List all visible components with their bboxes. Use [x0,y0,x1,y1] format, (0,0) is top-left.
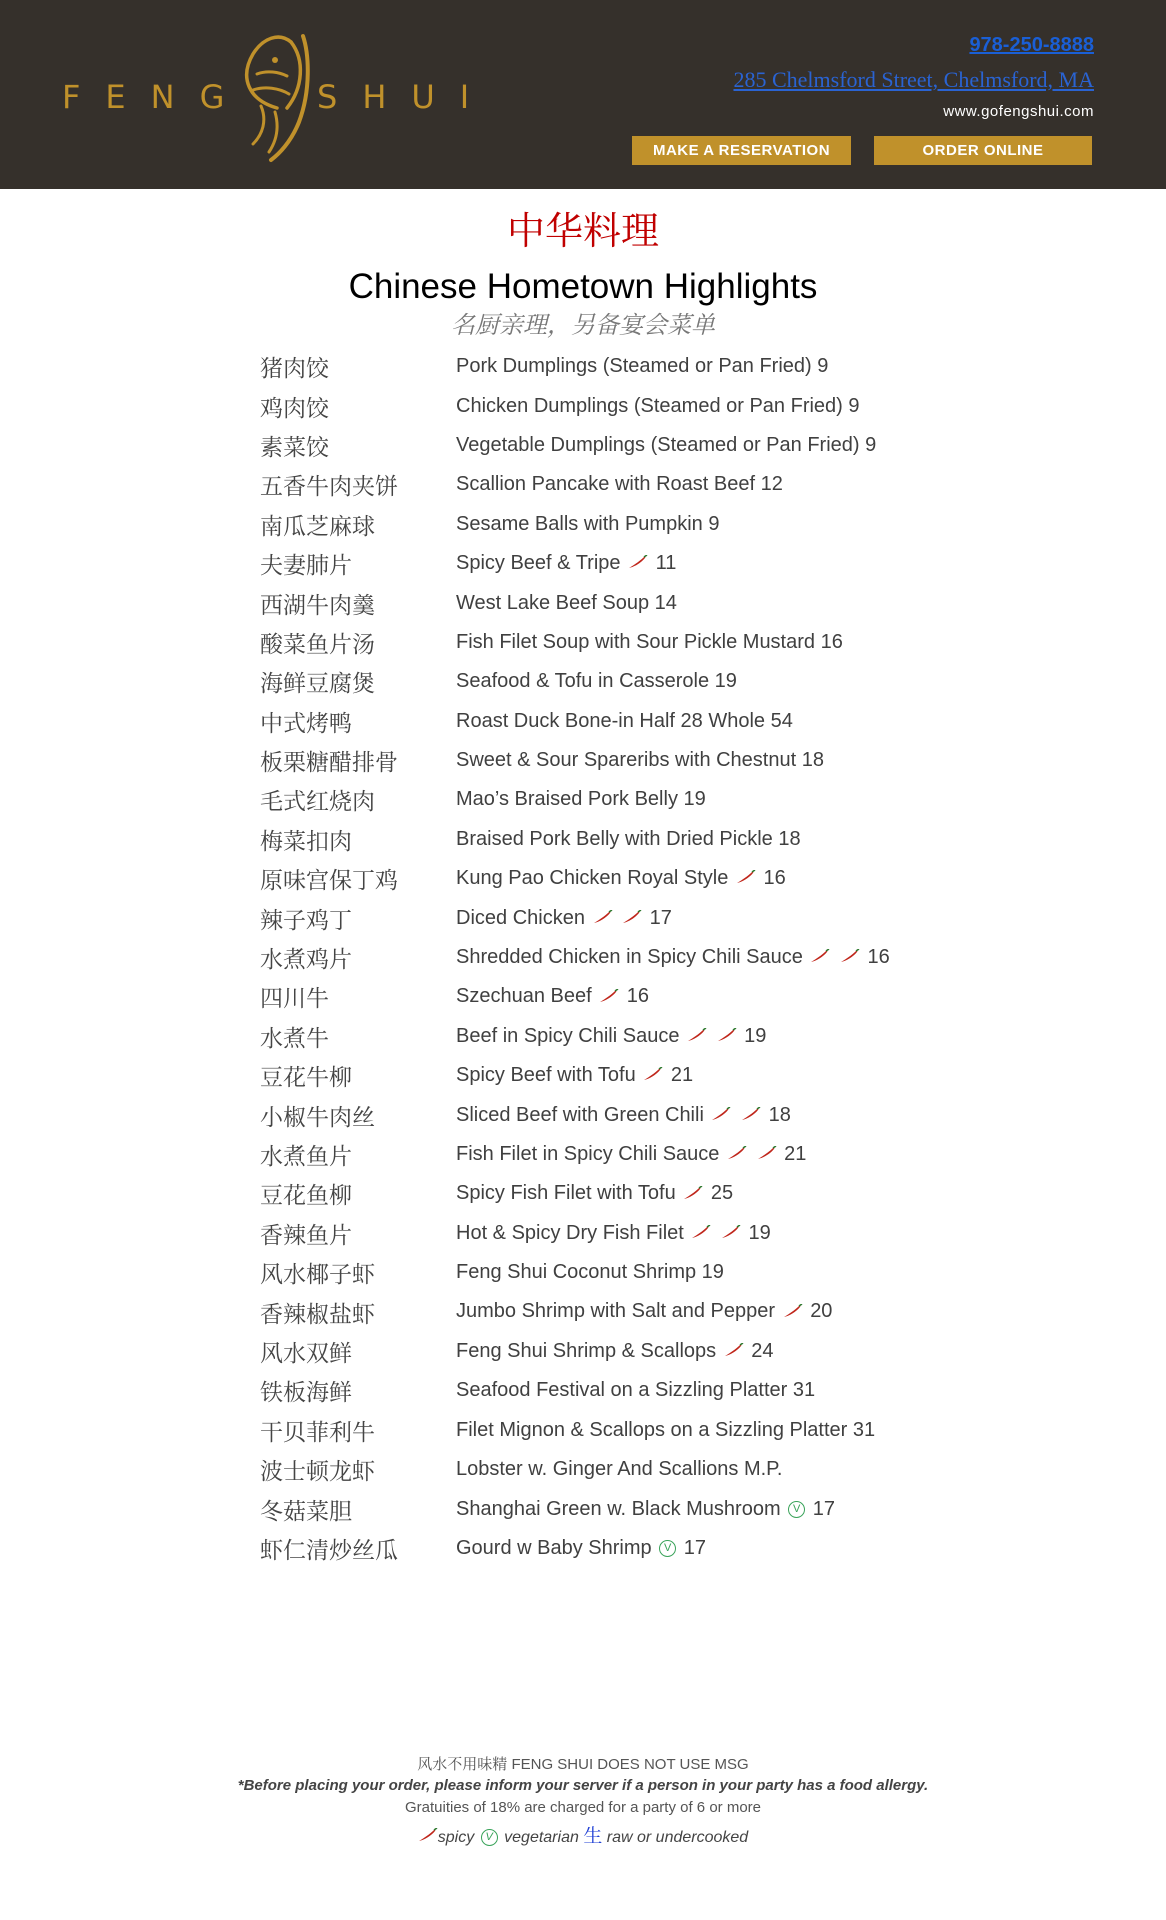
menu-item [260,465,1020,504]
menu-item-price: 21 [784,1142,807,1165]
menu-item-chinese-name: 风水双鲜 [260,1340,352,1367]
menu-item-description [456,946,890,969]
chili-pepper-icon [683,1183,703,1206]
menu-item-chinese-name: 香辣椒盐虾 [260,1301,375,1328]
menu-item-name: Fish Filet Soup with Sour Pickle Mustard 16 [456,630,843,653]
menu-item [260,623,1020,662]
chili-pepper-icon [741,1104,761,1127]
menu-item-description [456,434,876,457]
menu-item-name: Vegetable Dumplings (Steamed or Pan Fried) 9 [456,433,877,456]
menu-item-description [456,1340,774,1363]
menu-item-description [456,1143,806,1166]
menu-item [260,1056,1020,1095]
legend-raw-label: raw or undercooked [606,1829,749,1846]
menu-item [260,702,1020,741]
menu-item-price: 19 [744,1024,767,1047]
chili-pepper-icon [717,1025,737,1048]
menu-item-description [456,788,706,811]
menu-item-description [456,631,843,654]
menu-item [260,1253,1020,1292]
menu-item-name: Filet Mignon & Scallops on a Sizzling Platter 31 [456,1418,876,1441]
chili-pepper-icon [687,1025,707,1048]
menu-item-chinese-name: 水煮鱼片 [260,1144,352,1170]
menu-item-name: Scallion Pancake with Roast Beef 12 [456,473,783,496]
menu-item-price: 21 [670,1064,694,1087]
no-msg-notice: 风水不用味精 FENG SHUI DOES NOT USE MSG [417,1756,749,1773]
menu-item-chinese-name: 四川牛 [260,986,329,1013]
menu-item-chinese-name: 南瓜芝麻球 [260,513,375,540]
chili-pepper-icon [810,946,830,969]
menu-item-name: Jumbo Shrimp with Salt and Pepper [456,1300,776,1323]
menu-item-chinese-name: 猪肉饺 [260,356,329,383]
menu-item-description [456,867,786,890]
menu-item-chinese-name: 铁板海鲜 [260,1380,352,1407]
order-online-button[interactable]: ORDER ONLINE [874,136,1092,165]
chili-pepper-icon [711,1104,731,1127]
chili-pepper-icon [736,867,756,890]
menu-item [260,1371,1020,1410]
menu-item-description [456,985,649,1008]
allergy-notice: *Before placing your order, please inform your server if a person in your party has a food allergy. [237,1777,929,1794]
menu-item-description [456,1419,875,1442]
chili-pepper-icon [691,1222,711,1245]
menu-item-description [456,1104,791,1127]
menu-item-description [456,395,860,418]
menu-item-chinese-name: 中式烤鸭 [260,710,352,737]
menu-item-description [456,1498,835,1521]
menu-item-price: 17 [812,1497,835,1520]
menu-item [260,505,1020,544]
legend-vegetarian-label: vegetarian [504,1829,579,1846]
menu-item-name: Sliced Beef with Green Chili [456,1103,704,1126]
chili-pepper-icon [724,1340,744,1363]
menu-item-chinese-name: 夫妻肺片 [260,553,352,580]
contact-block [733,30,1094,124]
menu-item-name: Seafood Festival on a Sizzling Platter 31 [456,1379,816,1402]
menu-item-description [456,749,824,772]
menu-item-name: Beef in Spicy Chili Sauce [456,1024,680,1047]
menu-item-chinese-name: 西湖牛肉羹 [260,592,375,619]
menu-item [260,1017,1020,1056]
menu-item-chinese-name: 鸡肉饺 [260,395,329,422]
vegetarian-v-icon: V [659,1540,676,1557]
menu-item-chinese-name: 水煮鸡片 [260,947,352,974]
menu-item [260,583,1020,622]
website-text: www.gofengshui.com [943,103,1094,120]
menu-item [260,1214,1020,1253]
menu-item-description [456,1182,733,1205]
chili-pepper-icon [840,946,860,969]
chili-pepper-icon [721,1222,741,1245]
menu-item-name: Pork Dumplings (Steamed or Pan Fried) 9 [456,355,829,378]
menu-item-price: 17 [649,906,672,929]
menu-item [260,1174,1020,1213]
menu-item-price: 16 [763,867,786,890]
menu-item-name: Shredded Chicken in Spicy Chili Sauce [456,945,803,968]
menu-item-price: 16 [626,985,650,1008]
menu-item-name: Lobster w. Ginger And Scallions M.P. [456,1458,783,1481]
page-title: Chinese Hometown Highlights [348,267,818,306]
chili-pepper-icon [593,907,613,930]
menu-item-price: 25 [710,1182,734,1205]
menu-item-price: 11 [655,552,677,575]
vegetarian-v-icon: V [788,1501,805,1518]
chili-pepper-icon [643,1064,663,1087]
menu-item [260,820,1020,859]
menu-item-chinese-name: 虾仁清炒丝瓜 [260,1537,398,1564]
menu-item-name: Mao’s Braised Pork Belly 19 [456,788,706,811]
menu-item-name: Spicy Beef with Tofu [456,1064,636,1087]
menu-item-chinese-name: 豆花鱼柳 [260,1183,352,1210]
menu-item-chinese-name: 原味宫保丁鸡 [260,868,398,895]
menu-item-description [456,828,801,851]
menu-item-description [456,513,719,536]
menu-item-name: Spicy Fish Filet with Tofu [456,1182,676,1205]
menu-item [260,426,1020,465]
chili-pepper-icon [622,907,642,930]
logo-text-right: SHUI [317,78,495,116]
menu-item-description [456,1379,815,1402]
menu-item-price: 24 [751,1339,774,1362]
menu-item-name: Seafood & Tofu in Casserole 19 [456,670,737,693]
menu-item-name: Diced Chicken [456,906,585,929]
page-subtitle-chinese: 名厨亲理，另备宴会菜单 [451,311,715,339]
logo-text-left: FENG [62,78,250,116]
menu-item-chinese-name: 香辣鱼片 [260,1222,352,1249]
menu-item-chinese-name: 豆花牛柳 [260,1065,352,1092]
menu-item-name: Szechuan Beef [456,985,592,1008]
menu-item-name: Roast Duck Bone-in Half 28 Whole 54 [456,709,793,732]
menu-item-name: Kung Pao Chicken Royal Style [456,867,729,890]
menu-item [260,662,1020,701]
menu-item-chinese-name: 梅菜扣肉 [260,828,352,855]
menu-item [260,1489,1020,1528]
symbol-legend [0,1823,1166,1851]
make-reservation-button[interactable]: MAKE A RESERVATION [632,136,851,165]
menu-item-price: 19 [748,1221,771,1244]
menu-item-price: 17 [683,1536,707,1559]
phone-link[interactable]: 978-250-8888 [969,34,1094,56]
menu-item-description [456,1458,782,1481]
menu-item-chinese-name: 水煮牛 [260,1025,329,1052]
menu-item-price: 16 [867,945,890,968]
menu-item-description [456,592,677,615]
fish-logo-icon [217,30,327,165]
menu-item [260,544,1020,583]
menu-item-name: Fish Filet in Spicy Chili Sauce [456,1142,720,1165]
menu-item [260,898,1020,937]
menu-item [260,780,1020,819]
menu-item-description [456,710,793,733]
menu-item-name: Chicken Dumplings (Steamed or Pan Fried) 9 [456,394,860,417]
menu-item-chinese-name: 五香牛肉夹饼 [260,474,398,501]
menu-item-name: Shanghai Green w. Black Mushroom [456,1497,781,1520]
menu-item-chinese-name: 小椒牛肉丝 [260,1104,375,1131]
chili-pepper-icon [599,986,619,1009]
menu-item [260,1450,1020,1489]
menu-item-chinese-name: 海鲜豆腐煲 [260,671,375,698]
menu-item-price: 18 [768,1103,791,1126]
menu-item-description [456,670,737,693]
menu-item-name: Braised Pork Belly with Dried Pickle 18 [456,827,801,850]
menu-item [260,859,1020,898]
chili-pepper-icon [418,1829,438,1846]
menu-item-chinese-name: 干贝菲利牛 [260,1419,375,1446]
menu-item-name: Sweet & Sour Spareribs with Chestnut 18 [456,749,824,772]
menu-item [260,1292,1020,1331]
menu-item-description [456,355,828,378]
menu-item-name: Feng Shui Coconut Shrimp 19 [456,1261,724,1284]
legend-spicy-label: spicy [437,1829,475,1846]
gratuity-notice: Gratuities of 18% are charged for a party of 6 or more [404,1799,761,1816]
menu-item-description [456,552,676,575]
menu-item-chinese-name: 板栗糖醋排骨 [260,750,398,777]
menu-item-name: Hot & Spicy Dry Fish Filet [456,1221,684,1244]
menu-item [260,1332,1020,1371]
menu-item-description [456,1300,832,1323]
feng-shui-logo[interactable] [62,30,495,165]
vegetarian-v-icon: V [481,1829,498,1846]
menu-item-chinese-name: 风水椰子虾 [260,1262,375,1289]
menu-item [260,741,1020,780]
menu-item-name: Gourd w Baby Shrimp [456,1536,652,1559]
menu-item-description [456,907,672,930]
menu-item [260,938,1020,977]
menu-item-description [456,1025,766,1048]
menu-list [260,347,1020,1568]
menu-item-price: 20 [810,1300,833,1323]
chili-pepper-icon [628,552,648,575]
menu-item [260,1411,1020,1450]
menu-item-description [456,1261,724,1284]
menu-item [260,1135,1020,1174]
menu-item-chinese-name: 冬菇菜胆 [260,1498,352,1525]
address-link[interactable]: 285 Chelmsford Street, Chelmsford, MA [733,67,1094,92]
menu-item [260,1095,1020,1134]
menu-item [260,1529,1020,1568]
chili-pepper-icon [757,1143,777,1166]
menu-item [260,977,1020,1016]
menu-item-chinese-name: 辣子鸡丁 [260,907,352,934]
menu-item [260,347,1020,386]
menu-item-description [456,1537,706,1560]
menu-item-chinese-name: 酸菜鱼片汤 [260,631,375,658]
menu-item-chinese-name: 素菜饺 [260,434,329,461]
raw-symbol: 生 [583,1825,603,1847]
header [0,0,1166,189]
menu-item-name: Spicy Beef & Tripe [456,552,621,575]
menu-item-description [456,1064,693,1087]
menu-item-chinese-name: 波士顿龙虾 [260,1459,375,1486]
menu-item [260,386,1020,425]
menu-item-name: Feng Shui Shrimp & Scallops [456,1339,717,1362]
menu-item-name: West Lake Beef Soup 14 [456,591,677,614]
menu-item-description [456,1222,771,1245]
menu-item-description [456,473,783,496]
page-title-chinese: 中华料理 [506,209,659,253]
chili-pepper-icon [783,1301,803,1324]
menu-item-chinese-name: 毛式红烧肉 [260,789,375,816]
menu-item-name: Sesame Balls with Pumpkin 9 [456,512,720,535]
chili-pepper-icon [727,1143,747,1166]
